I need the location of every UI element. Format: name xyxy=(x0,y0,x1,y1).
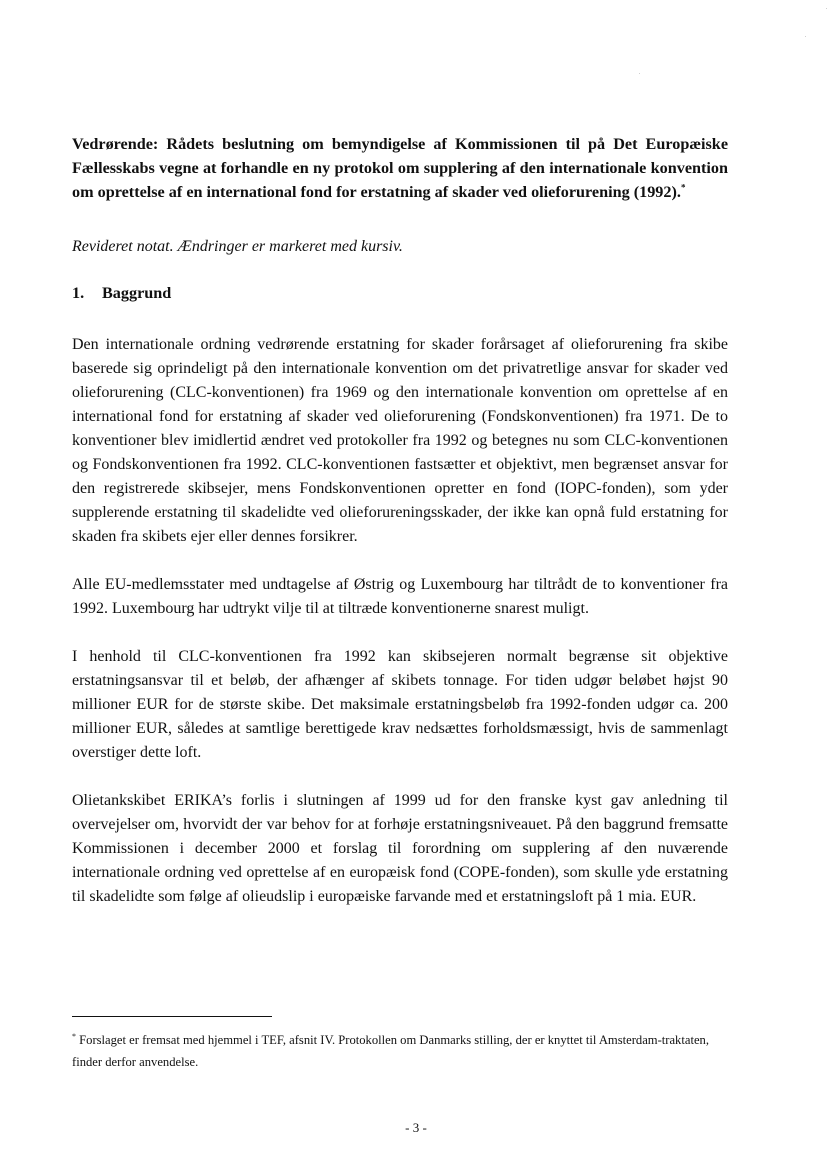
section-heading xyxy=(72,281,728,305)
footnote-text: Forslaget er fremsat med hjemmel i TEF, afsnit IV. Protokollen om Danmarks stilling, der er knyttet til Amsterdam-traktaten, finder derfor anvendelse. xyxy=(72,1033,709,1069)
footnote-marker: * xyxy=(72,1031,76,1041)
page-number: - 3 - xyxy=(405,1120,427,1135)
paragraph-4: Olietankskibet ERIKA’s forlis i slutningen af 1999 ud for den franske kyst gav anledning til overvejelser om, hvorvidt der var behov for at forhøje erstatningsniveauet. På den baggrund fremsatte Kommissionen i december 2000 et forslag til forordning om supplering af den nuværende internationale ordning ved oprettelse af en europæisk fond (COPE-fonden), som skulle yde erstatning til skadelidte som følge af olieudslip i europæiske farvande med et erstatningsloft på 1 mia. EUR. xyxy=(72,792,728,905)
footnote-reference: * xyxy=(680,182,686,193)
document-body xyxy=(72,132,728,909)
footnote-divider xyxy=(72,1016,272,1017)
scan-speck xyxy=(639,73,640,74)
paragraph-2: Alle EU-medlemsstater med undtagelse af Østrig og Luxembourg har tiltrådt de to konventioner fra 1992. Luxembourg har udtrykt vilje til at tiltræde konventionerne snarest muligt. xyxy=(72,576,728,617)
revision-note: Revideret notat. Ændringer er markeret med kursiv. xyxy=(72,238,403,255)
paragraph-1: Den internationale ordning vedrørende erstatning for skader forårsaget af olieforurening fra skibe baserede sig oprindeligt på den internationale konvention om det privatretlige ansvar for skader ved olieforurening (CLC-konventionen) fra 1969 og den internationale konvention om oprettelse af en international fond for erstatning af skader ved olieforurening (Fondskonventionen) fra 1971. De to konventioner blev imidlertid ændret ved protokoller fra 1992 og betegnes nu som CLC-konventionen og Fondskonventionen fra 1992. CLC-konventionen fastsætter et objektivt, men begrænset ansvar for den registrerede skibsejer, mens Fondskonventionen opretter en fond (IOPC-fonden), som yder supplerende erstatning til skadelidte ved olieforureningsskader, der ikke kan opnå fuld erstatning for skaden fra skibets ejer eller dennes forsikrer. xyxy=(72,336,728,545)
paragraph-3: I henhold til CLC-konventionen fra 1992 kan skibsejeren normalt begrænse sit objektive erstatningsansvar til et beløb, der afhænger af skibets tonnage. For tiden udgør beløbet højst 90 millioner EUR for de største skibe. Det maksimale erstatningsbeløb fra 1992-fonden udgør ca. 200 millioner EUR, således at samtlige berettigede krav nedsættes forholdsmæssigt, hvis de sammenlagt overstiger dette loft. xyxy=(72,648,728,761)
scan-speck xyxy=(805,36,806,37)
scan-speck xyxy=(826,8,827,9)
section-number: 1. xyxy=(72,284,85,302)
footnote xyxy=(72,1029,728,1073)
subject-text: Vedrørende: Rådets beslutning om bemyndigelse af Kommissionen til på Det Europæiske Fællesskabs vegne at forhandle en ny protokol om supplering af den internationale konvention om oprettelse af en international fond for erstatning af skader ved olieforurening (1992). xyxy=(72,135,728,201)
section-title: Baggrund xyxy=(102,284,172,302)
subject-heading xyxy=(72,132,728,204)
